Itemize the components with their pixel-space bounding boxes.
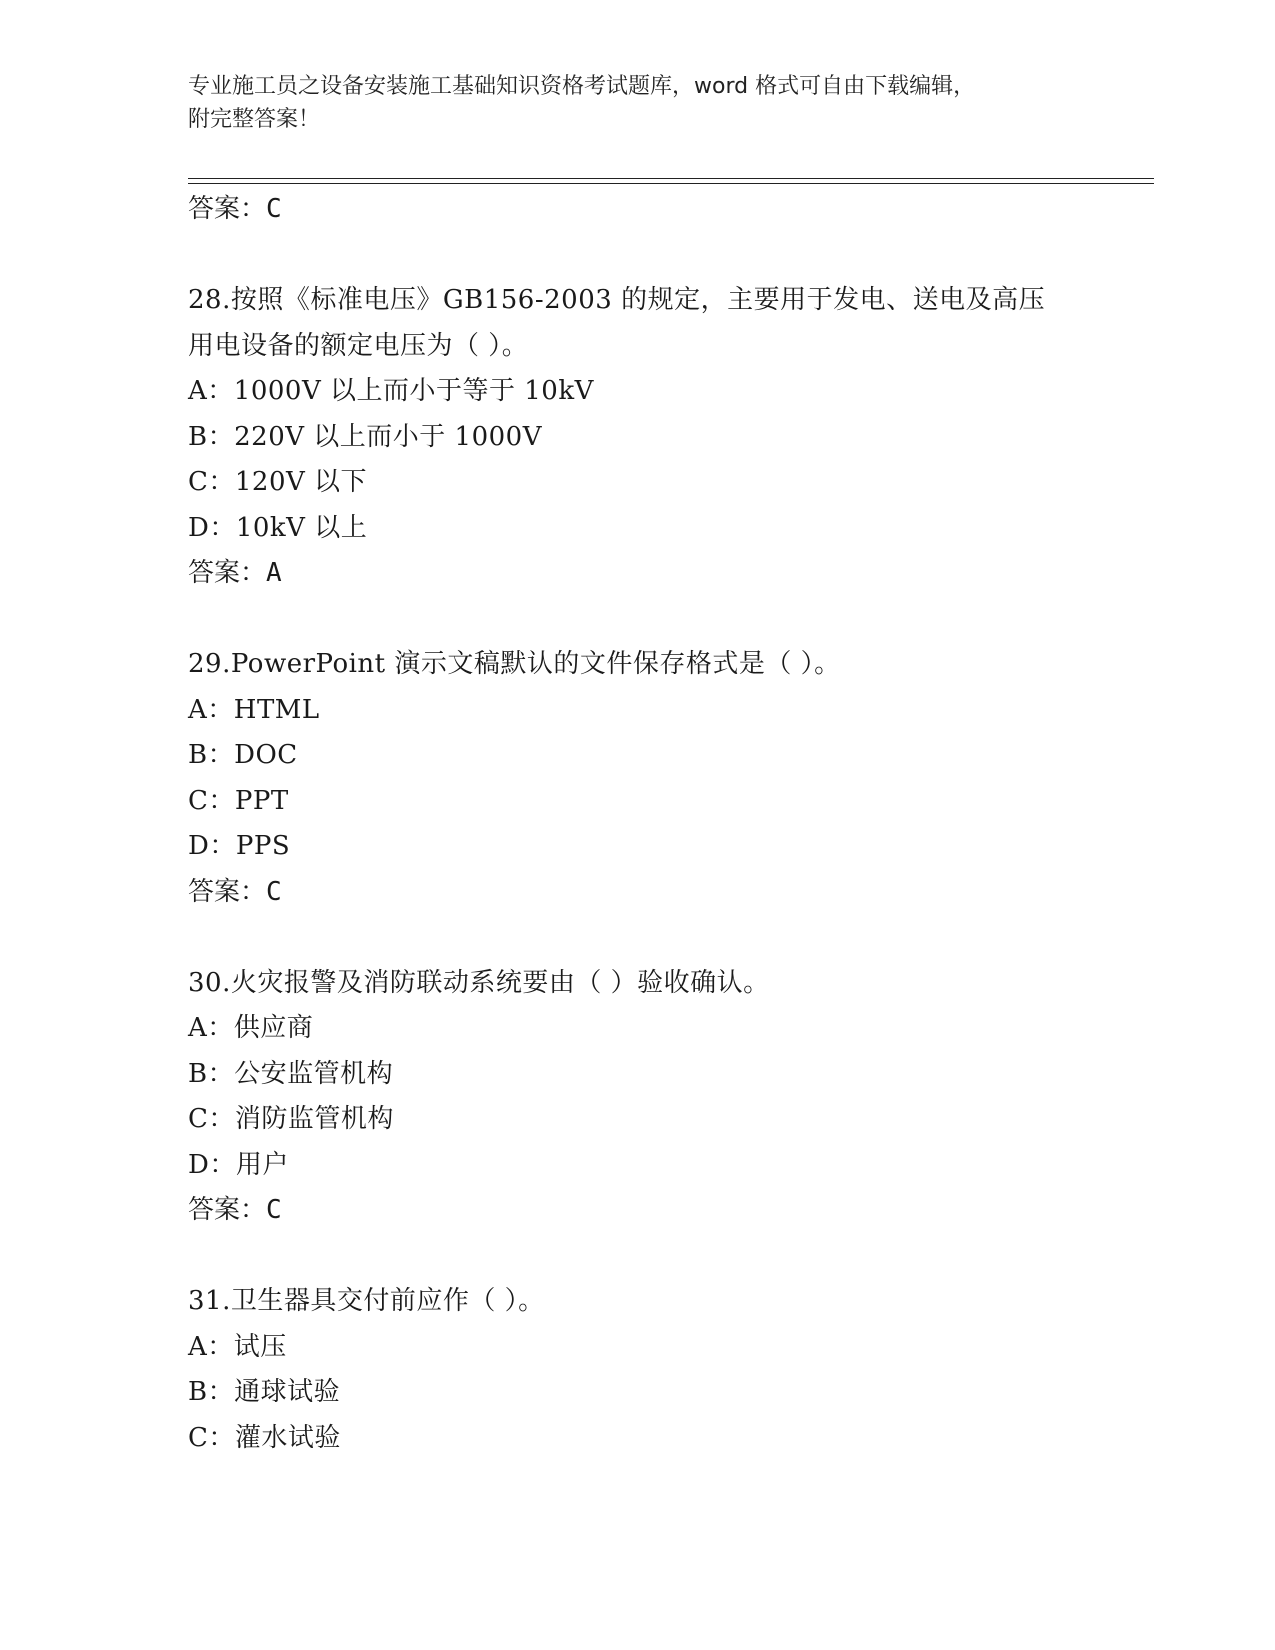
option-c: C：消防监管机构 bbox=[188, 1104, 394, 1134]
answer-value: C bbox=[266, 194, 282, 224]
option-d: D：PPS bbox=[188, 831, 291, 861]
header-line-2: 附完整答案！ bbox=[188, 107, 321, 132]
header-divider-top bbox=[188, 178, 1154, 179]
answer-label: 答案： bbox=[188, 558, 267, 588]
question-stem: 28.按照《标准电压》GB156-2003 的规定，主要用于发电、送电及高压 bbox=[188, 285, 1046, 315]
option-c: C：灌水试验 bbox=[188, 1422, 341, 1453]
question-stem: 31.卫生器具交付前应作（ ）。 bbox=[188, 1286, 545, 1316]
question-stem: 用电设备的额定电压为（ ）。 bbox=[188, 330, 529, 361]
option-b: B：DOC bbox=[188, 740, 298, 770]
answer-value: C bbox=[266, 876, 282, 907]
answer-label: 答案： bbox=[188, 876, 267, 907]
question-answer bbox=[188, 870, 1154, 916]
option-a: A：HTML bbox=[188, 694, 320, 725]
question-31 bbox=[188, 1279, 1154, 1461]
spacer bbox=[188, 915, 1154, 961]
question-stem: 29.PowerPoint 演示文稿默认的文件保存格式是（ ）。 bbox=[188, 649, 841, 679]
spacer bbox=[188, 233, 1154, 279]
question-28 bbox=[188, 278, 1154, 597]
answer-value: C bbox=[266, 1195, 282, 1225]
question-answer bbox=[188, 1188, 1154, 1234]
document-body bbox=[188, 187, 1154, 1461]
answer-label: 答案： bbox=[188, 194, 267, 224]
option-d: D：用户 bbox=[188, 1149, 289, 1180]
spacer bbox=[188, 597, 1154, 643]
answer-value: A bbox=[266, 558, 282, 588]
answer-label: 答案： bbox=[188, 1195, 267, 1225]
question-answer bbox=[188, 551, 1154, 597]
header-line-1: 专业施工员之设备安装施工基础知识资格考试题库，word 格式可自由下载编辑， bbox=[188, 74, 976, 99]
option-a: A：1000V 以上而小于等于 10kV bbox=[188, 376, 594, 406]
spacer bbox=[188, 1234, 1154, 1280]
option-d: D：10kV 以上 bbox=[188, 512, 368, 543]
question-stem: 30.火灾报警及消防联动系统要由（ ）验收确认。 bbox=[188, 967, 770, 998]
question-29 bbox=[188, 642, 1154, 915]
previous-answer bbox=[188, 187, 1154, 233]
option-a: A：供应商 bbox=[188, 1013, 314, 1043]
option-b: B：220V 以上而小于 1000V bbox=[188, 421, 542, 452]
option-b: B：公安监管机构 bbox=[188, 1058, 394, 1089]
option-c: C：PPT bbox=[188, 785, 289, 816]
question-30 bbox=[188, 961, 1154, 1234]
header-divider-bottom bbox=[188, 183, 1154, 184]
document-header bbox=[188, 70, 1088, 136]
option-b: B：通球试验 bbox=[188, 1377, 341, 1407]
option-c: C：120V 以下 bbox=[188, 467, 368, 497]
option-a: A：试压 bbox=[188, 1331, 287, 1362]
